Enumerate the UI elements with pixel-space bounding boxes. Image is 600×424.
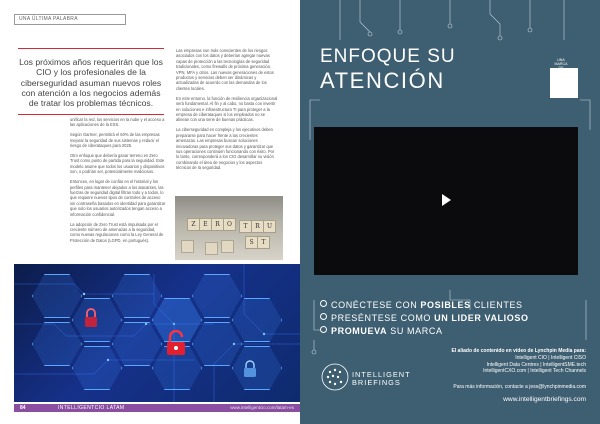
partner-line: Intelligent Data Centres | IntelligentSME.tech: [486, 361, 586, 368]
brand-tag: UNA MARCA: [554, 58, 568, 67]
paragraph: unificar la red, los servicios en la nube y el acceso a las aplicaciones de la ESS.: [70, 117, 165, 128]
paragraph: La adopción de Zero Trust está impulsada por el creciente número de amenazas a la seguridad, como nuevas regulaciones como la Ley General de Protección de Datos (LGPD, en portugués).: [70, 221, 164, 243]
ring-icon: [320, 313, 327, 320]
magazine-url[interactable]: www.intelligentcio.com/latam-es: [230, 405, 294, 410]
ring-icon: [320, 300, 327, 307]
section-tab: [14, 14, 126, 25]
ring-icon: [320, 326, 327, 333]
bullet-bold: UN LIDER VALIOSO: [434, 313, 529, 323]
bullet-text: CONÉCTESE CON: [331, 300, 421, 310]
paragraph: Entonces, en lugar de confiar en el historial y los perfiles para mantener alejados a los atacantes, las fuerzas de seguridad digital filtran todo y a todos, lo que requiere nuevos tipos de controles de acceso sin contraseña basados en identidad para garantizar que solo los usuarios autorizados tengan acceso a información confidencial.: [70, 179, 166, 217]
dice-blank: [205, 242, 218, 255]
section-label: UNA ÚLTIMA PALABRA: [19, 16, 78, 22]
logo-line2: BRIEFINGS: [352, 378, 401, 388]
paragraph: Otro enfoque que debería ganar terreno es Zero Trust como punto de partida para la seguridad. Este modelo asume que todos los usuarios y dispositivos son, o podrían ser, potencialmente maliciosos.: [70, 153, 165, 175]
advert-page: [300, 0, 600, 424]
bullet-text: CLIENTES: [470, 300, 523, 310]
bullet-connect: [320, 300, 523, 310]
bullet-present: [320, 313, 529, 323]
advert-title-line2: ATENCIÓN: [320, 68, 445, 93]
bullet-bold: POSIBLES: [420, 300, 471, 310]
pull-quote: [18, 48, 164, 115]
dice-letter: E: [199, 218, 212, 231]
play-icon[interactable]: [442, 194, 451, 206]
dice-letter: R: [251, 220, 264, 233]
pull-quote-text: Los próximos años requerirán que los CIO y los profesionales de la ciberseguridad asuman nuevos roles con atención a los negocios además de tratar los problemas técnicos.: [19, 57, 163, 109]
bullet-promote: [320, 326, 443, 336]
video-player[interactable]: [314, 127, 578, 275]
dice-blank: [181, 240, 194, 253]
page-number: 84: [20, 405, 26, 411]
intelligent-briefings-logo-text: [352, 371, 411, 388]
dice-letter: R: [211, 218, 224, 231]
logo-line1: INTELLIGENT: [352, 370, 411, 379]
body-column-a: [70, 117, 166, 248]
paragraph: La ciberseguridad es compleja y los ejecutivos deben prepararse para hacer frente a las crecientes amenazas. Las empresas buscan soluciones innovadoras para proteger sus datos y garantizar que sus operaciones continúen funcionando con éxito. Por lo tanto, corresponderá a los CIO desarrollar su visión combinando el área de negocios y los aspectos técnicos de la seguridad.: [176, 127, 275, 171]
brand-logo-box: [550, 68, 578, 98]
bullet-text: SU MARCA: [387, 326, 443, 336]
dice-letter: T: [257, 236, 270, 249]
bullet-bold: PROMUEVA: [331, 326, 388, 336]
partner-line: IntelligentCXO.com | Intelligent Tech Channels: [483, 368, 586, 375]
paragraph: Las empresas son más conscientes de los riesgos asociados con los datos y deberían agregar nuevas capas de protección a las tecnologías de seguridad tradicionales, como firewalls de próxima generación, VPN, MFA y otros. Las nuevas generaciones de estos productos y servicios deben ser dinámicas y actualizadas de acuerdo con las demandas de los clientes locales.: [176, 48, 274, 91]
dice-blank: [221, 240, 234, 253]
advert-title-line1: ENFOQUE SU: [320, 46, 456, 67]
partner-line: Intelligent CIO | Intelligent CISO: [515, 355, 586, 361]
partner-list: [410, 355, 586, 375]
partner-title: El aliado de contenido en vídeo de Lynchpin Media para:: [451, 348, 586, 354]
intelligent-briefings-logo-icon: [320, 362, 350, 392]
dice-letter: O: [223, 218, 236, 231]
body-column-b: [176, 48, 278, 175]
padlock-icon: [242, 360, 258, 378]
dice-letter: T: [239, 220, 252, 233]
bullet-text: PRESÉNTESE COMO: [331, 313, 435, 323]
paragraph: En este entorno, la función de resiliencia organizacional será fundamental. Al fin y al cabo, no basta con invertir en soluciones e infraestructura TI para proteger a la empresa de ciberataques si los empleados no se alinean con una serie de buenas prácticas.: [176, 95, 278, 123]
contact-line[interactable]: Para más información, contacte a jess@lynchpinmedia.com: [453, 384, 586, 390]
left-page-footer: [14, 404, 300, 412]
advert-url[interactable]: www.intelligentbriefings.com: [503, 396, 586, 403]
padlock-icon: [82, 308, 100, 328]
dice-letter: S: [245, 236, 258, 249]
paragraph: Según Gartner, permitirá el 60% de las empresas mejorar la seguridad de sus sistemas y reducir el riesgo de ciberataques para 2025.: [70, 132, 160, 149]
cybersecurity-hex-image: [14, 264, 300, 402]
magazine-name: INTELLIGENTCIO LATAM: [58, 405, 125, 411]
zero-trust-dice-photo: [175, 196, 283, 260]
dice-letter: Z: [187, 218, 200, 231]
open-padlock-icon: [164, 330, 188, 356]
dice-letter: U: [263, 220, 276, 233]
